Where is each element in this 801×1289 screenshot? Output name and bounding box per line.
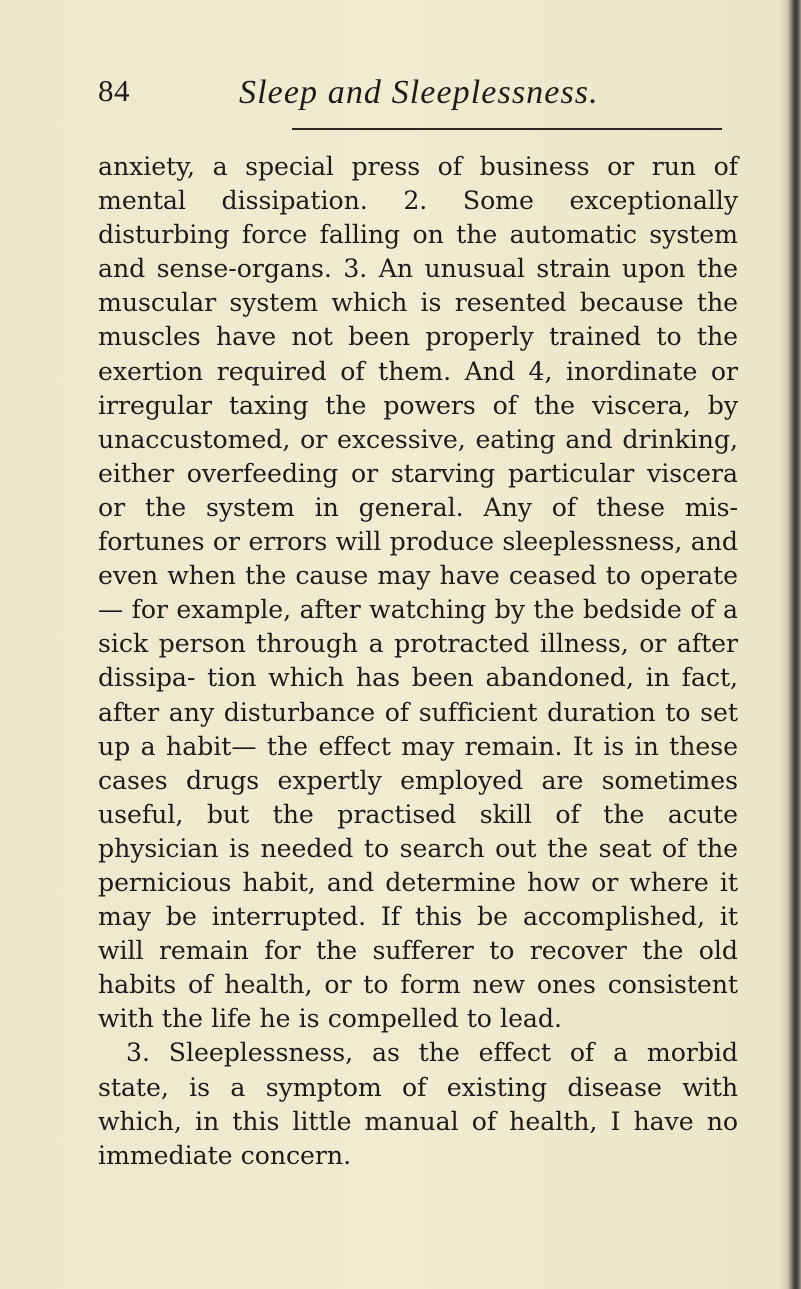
running-title: Sleep and Sleeplessness. [239,74,599,111]
header-rule [292,128,722,130]
page-number: 84 [98,73,130,108]
page-edge-shadow [787,0,801,1289]
page-body [98,150,738,1173]
running-head [98,66,728,114]
paragraph: anxiety, a special press of business or run of mental dissipation. 2. Some exceptionally disturbing force falling on the automatic system and sense-organs. 3. An unusual strain upon the muscular system which is resented because the muscles have not been properly trained to the exertion required of them. And 4, inordinate or irregular taxing the powers of the viscera, by unaccustomed, or excessive, eating and drinking, either overfeeding or starving particular viscera or the system in general. Any of these mis- fortunes or errors will produce sleeplessness, and even when the cause may have ceased to operate— for example, after watching by the bedside of a sick person through a protracted illness, or after dissipa- tion which has been abandoned, in fact, after any disturbance of sufficient duration to set up a habit— the effect may remain. It is in these cases drugs expertly employed are sometimes useful, but the practised skill of the acute physician is needed to search out the seat of the pernicious habit, and determine how or where it may be interrupted. If this be accomplished, it will remain for the sufferer to recover the old habits of health, or to form new ones consistent with the life he is compelled to lead. [98,152,738,1034]
paragraph: 3. Sleeplessness, as the effect of a morbid state, is a symptom of existing disease with which, in this little manual of health, I have no immediate concern. [98,1038,738,1170]
